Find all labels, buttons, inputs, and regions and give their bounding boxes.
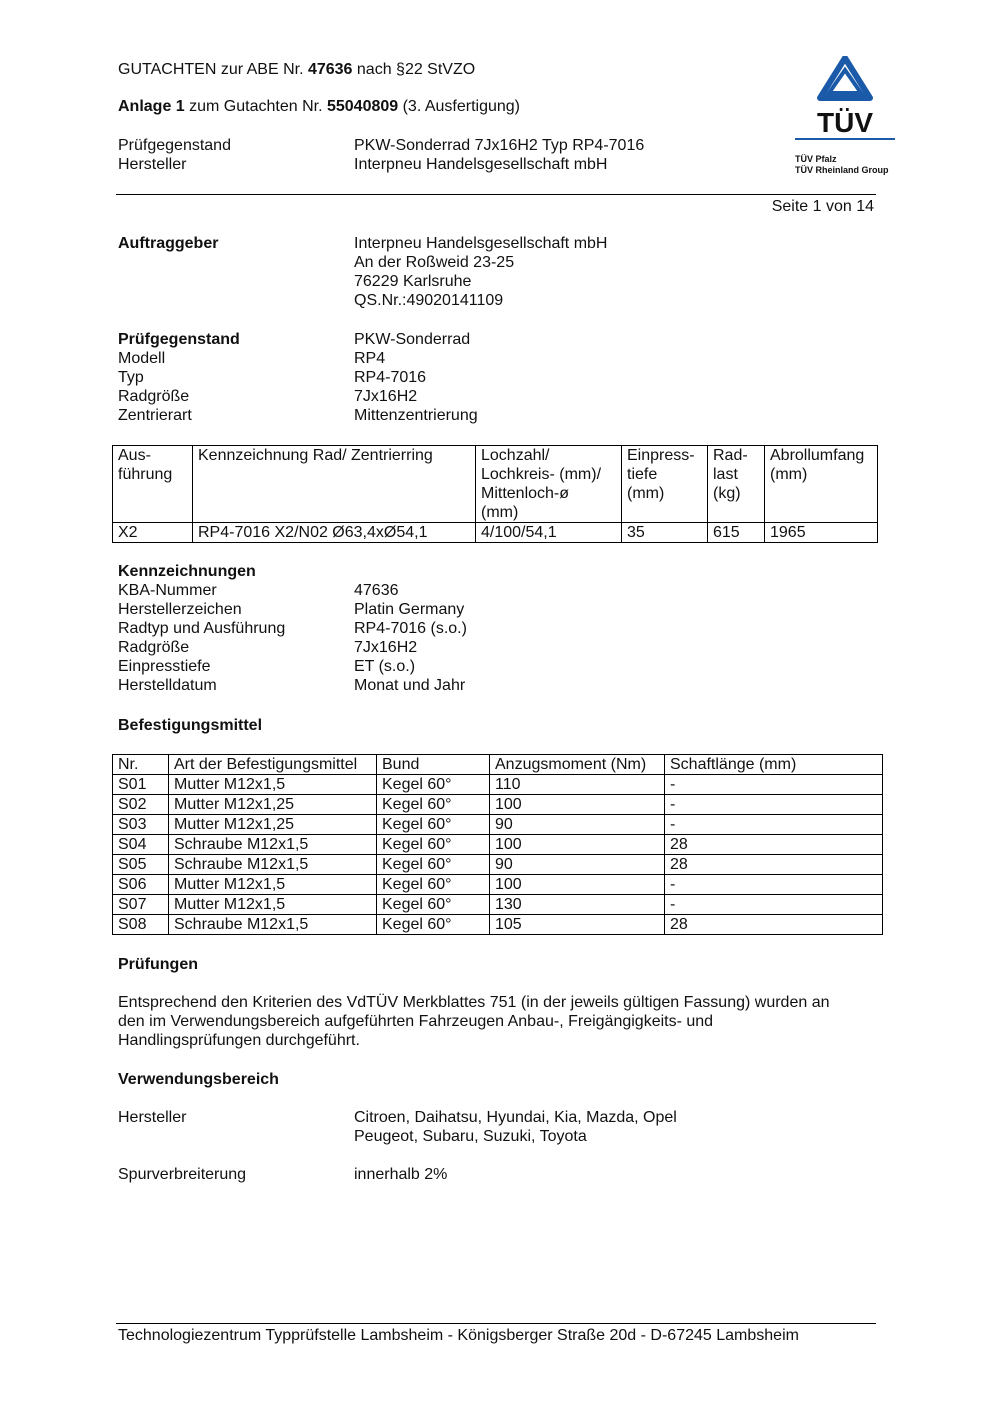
header-gutachten-number: 55040809 bbox=[326, 98, 399, 115]
table-row: S07 Mutter M12x1,5 Kegel 60° 130 - bbox=[113, 895, 883, 915]
auftraggeber-section bbox=[118, 234, 878, 310]
wheel-cell: 35 bbox=[622, 523, 708, 543]
tuv-triangle-icon bbox=[795, 56, 900, 180]
auftraggeber-line: 76229 Karlsruhe bbox=[354, 273, 472, 290]
header-info bbox=[118, 136, 878, 174]
header-row: Prüfgegenstand PKW-Sonderrad 7Jx16H2 Typ RP4-7016 bbox=[118, 137, 645, 154]
table-row: S03 Mutter M12x1,25 Kegel 60° 90 - bbox=[113, 815, 883, 835]
tuv-logo-sub2: TÜV Rheinland Group bbox=[795, 165, 889, 175]
header-line-2 bbox=[118, 97, 520, 116]
tuv-logo-sub1: TÜV Pfalz bbox=[795, 154, 837, 164]
befestigung-header-cell: Anzugsmoment (Nm) bbox=[490, 755, 665, 775]
wheel-cell: RP4-7016 X2/N02 Ø63,4xØ54,1 bbox=[193, 523, 476, 543]
table-row: S05 Schraube M12x1,5 Kegel 60° 90 28 bbox=[113, 855, 883, 875]
pruef-row: Zentrierart Mittenzentrierung bbox=[118, 407, 478, 424]
table-row: S02 Mutter M12x1,25 Kegel 60° 100 - bbox=[113, 795, 883, 815]
verwendung-spur: Spurverbreiterung innerhalb 2% bbox=[118, 1166, 448, 1183]
footer-text: Technologiezentrum Typprüfstelle Lambsheim - Königsberger Straße 20d - D-67245 Lambsheim bbox=[118, 1327, 799, 1344]
befestigung-header-cell: Schaftlänge (mm) bbox=[665, 755, 883, 775]
header-abe-suffix: nach §22 StVZO bbox=[352, 61, 476, 78]
pruefungen-label: Prüfungen bbox=[118, 956, 198, 973]
wheel-cell: X2 bbox=[113, 523, 193, 543]
table-row: S08 Schraube M12x1,5 Kegel 60° 105 28 bbox=[113, 915, 883, 935]
kennz-row: Herstellerzeichen Platin Germany bbox=[118, 601, 465, 618]
pruef-row: Radgröße 7Jx16H2 bbox=[118, 388, 418, 405]
header-gutachten-prefix: zum Gutachten Nr. bbox=[184, 98, 327, 115]
header-anlage: Anlage 1 bbox=[118, 98, 185, 115]
befestigung-header bbox=[113, 755, 883, 775]
wheel-header-cell: Lochzahl/ Lochkreis- (mm)/ Mittenloch-ø (mm) bbox=[476, 446, 622, 523]
wheel-cell: 1965 bbox=[765, 523, 878, 543]
table-row: S04 Schraube M12x1,5 Kegel 60° 100 28 bbox=[113, 835, 883, 855]
tuv-logo-text: TÜV bbox=[817, 107, 873, 138]
verwendung-label: Verwendungsbereich bbox=[118, 1071, 279, 1088]
befestigung-table bbox=[112, 754, 883, 935]
auftraggeber-line: An der Roßweid 23-25 bbox=[354, 254, 515, 271]
kennz-row: Radgröße 7Jx16H2 bbox=[118, 639, 418, 656]
pruefgegenstand-section bbox=[118, 330, 878, 425]
pruefungen-line: den im Verwendungsbereich aufgeführten Fahrzeugen Anbau-, Freigängigkeits- und bbox=[118, 1013, 714, 1030]
wheel-table-header bbox=[113, 446, 878, 523]
table-row bbox=[113, 523, 878, 543]
kennzeichnungen-label: Kennzeichnungen bbox=[118, 563, 256, 580]
header-abe-number: 47636 bbox=[307, 61, 353, 78]
pruefgegenstand-value: PKW-Sonderrad bbox=[354, 331, 471, 348]
header-gutachten-suffix: (3. Ausfertigung) bbox=[398, 98, 520, 115]
footer-divider bbox=[116, 1323, 876, 1324]
wheel-table bbox=[112, 445, 878, 543]
tuv-logo bbox=[795, 56, 900, 180]
auftraggeber-line: QS.Nr.:49020141109 bbox=[354, 292, 504, 309]
befestigung-header-cell: Nr. bbox=[113, 755, 169, 775]
pruefungen-line: Handlingsprüfungen durchgeführt. bbox=[118, 1032, 360, 1049]
wheel-cell: 4/100/54,1 bbox=[476, 523, 622, 543]
auftraggeber-line: Interpneu Handelsgesellschaft mbH bbox=[354, 235, 608, 252]
wheel-header-cell: Einpress- tiefe (mm) bbox=[622, 446, 708, 523]
befestigung-header-cell: Bund bbox=[377, 755, 490, 775]
wheel-header-cell: Kennzeichnung Rad/ Zentrierring bbox=[193, 446, 476, 523]
verwendung-hersteller: Hersteller Citroen, Daihatsu, Hyundai, Kia, Mazda, Opel Peugeot, Subaru, Suzuki, Toyota bbox=[118, 1109, 677, 1145]
befestigung-header-cell: Art der Befestigungsmittel bbox=[169, 755, 377, 775]
pruefungen-text bbox=[118, 993, 888, 1050]
befestigung-label: Befestigungsmittel bbox=[118, 717, 263, 734]
header-divider bbox=[116, 194, 876, 195]
table-row: S01 Mutter M12x1,5 Kegel 60° 110 - bbox=[113, 775, 883, 795]
pruefungen-line: Entsprechend den Kriterien des VdTÜV Merkblattes 751 (in der jeweils gültigen Fassung) wurden an bbox=[118, 994, 830, 1011]
kennz-row: Herstelldatum Monat und Jahr bbox=[118, 677, 466, 694]
pruefgegenstand-label: Prüfgegenstand bbox=[118, 331, 240, 348]
page-number: Seite 1 von 14 bbox=[771, 198, 874, 215]
header-line-1 bbox=[118, 60, 475, 79]
header-row: Hersteller Interpneu Handelsgesellschaft mbH bbox=[118, 156, 608, 173]
kennzeichnungen-section bbox=[118, 562, 878, 695]
pruef-row: Typ RP4-7016 bbox=[118, 369, 427, 386]
auftraggeber-label: Auftraggeber bbox=[118, 235, 219, 252]
header-abe-prefix: GUTACHTEN zur ABE Nr. bbox=[118, 61, 308, 78]
pruef-row: Modell RP4 bbox=[118, 350, 386, 367]
wheel-header-cell: Aus- führung bbox=[113, 446, 193, 523]
kennz-row: Einpresstiefe ET (s.o.) bbox=[118, 658, 416, 675]
kennz-row: KBA-Nummer 47636 bbox=[118, 582, 399, 599]
wheel-cell: 615 bbox=[708, 523, 765, 543]
wheel-header-cell: Abrollumfang (mm) bbox=[765, 446, 878, 523]
kennz-row: Radtyp und Ausführung RP4-7016 (s.o.) bbox=[118, 620, 467, 637]
wheel-header-cell: Rad- last (kg) bbox=[708, 446, 765, 523]
table-row: S06 Mutter M12x1,5 Kegel 60° 100 - bbox=[113, 875, 883, 895]
